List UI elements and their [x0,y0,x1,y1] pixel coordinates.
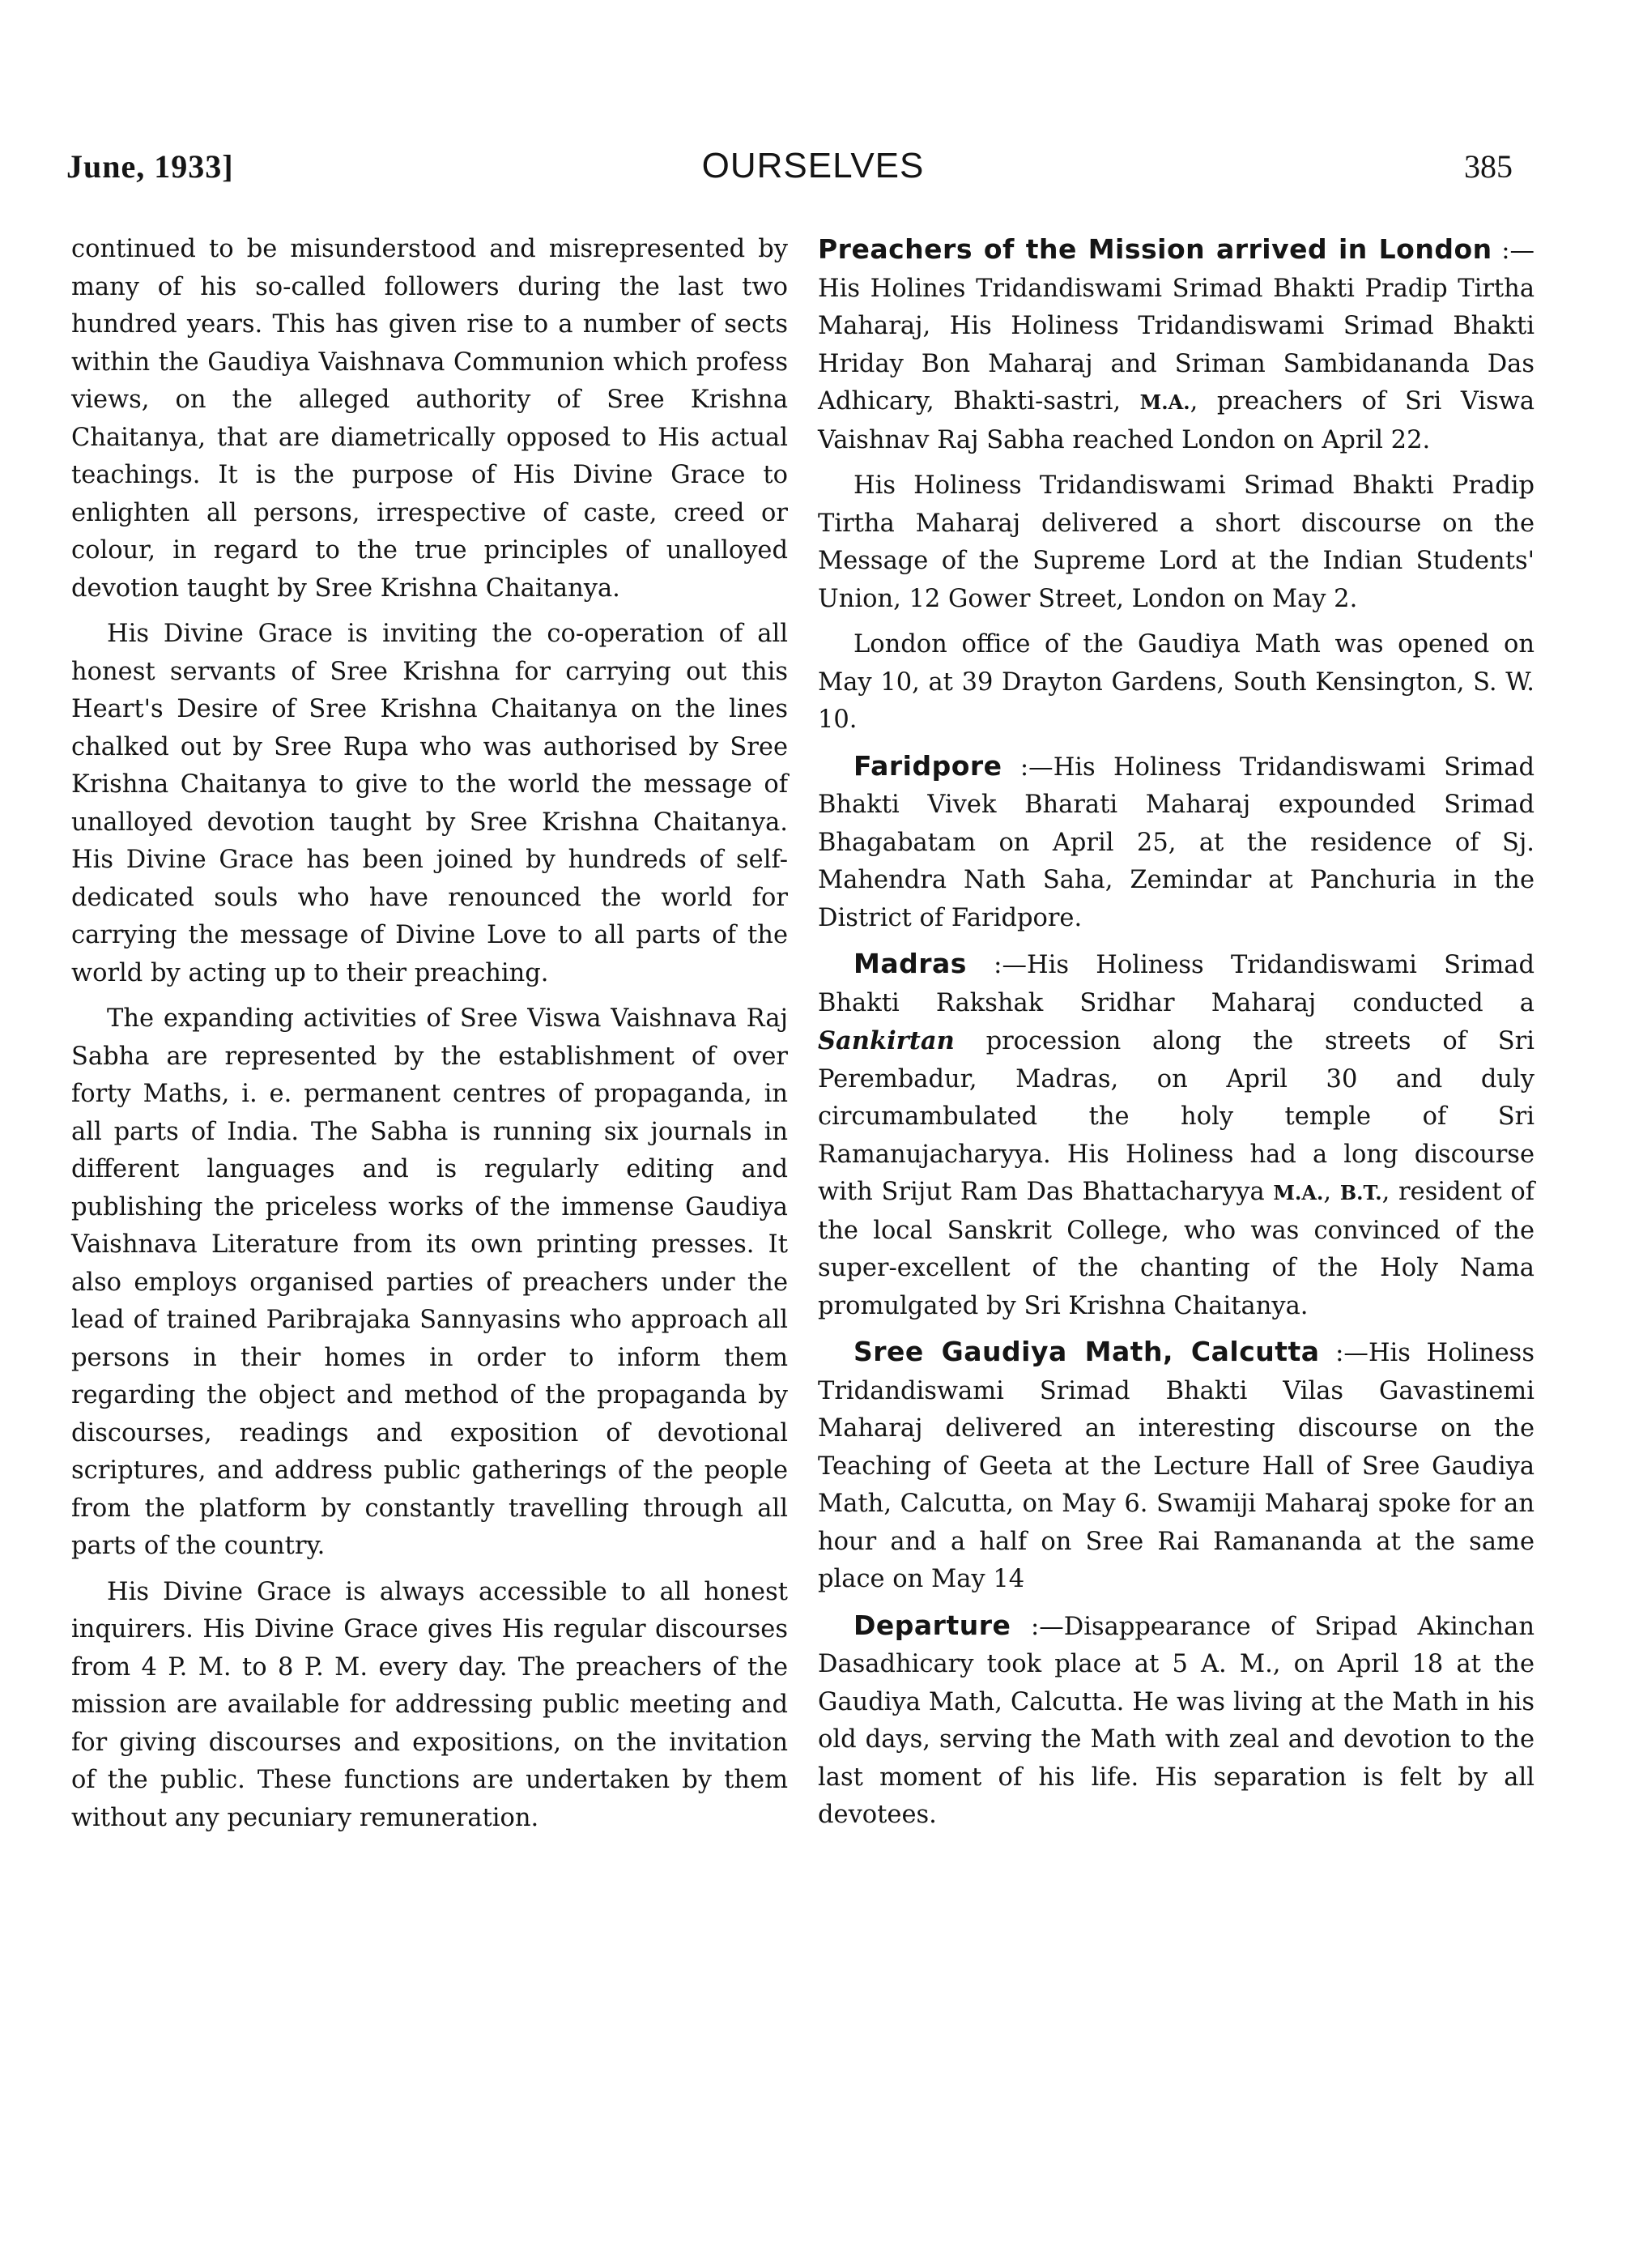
madras-text-a: His Holiness Tridandiswami Srimad Bhakti Rakshak Sridhar Maharaj conducted a [818,951,1534,1017]
paragraph-continued: continued to be misunderstood and misrepresented by many of his so-called followers during the last two hundred years. This has given rise to a number of sects within the Gaudiya Vaishnava Communion which profess views, on the alleged authority of Sree Krishna Chaitanya, that are diametrically opposed to His actual teachings. It is the purpose of His Divine Grace to enlighten all persons, irrespective of caste, creed or colour, in regard to the true principles of unalloyed devotion taught by Sree Krishna Chaitanya. [71,235,788,603]
news-heading-london: Preachers of the Mission arrived in London [818,233,1492,265]
running-title: OURSELVES [701,146,925,185]
right-column [818,231,1534,1843]
degree-ma: M.A. [1139,390,1190,414]
departure-text: Disappearance of Sripad Akinchan Dasadhicary took place at 5 A. M., on April 18 at the Gaudiya Math, Calcutta. He was living at the Math in his old days, serving the Math with zeal and devotion to the last moment of his life. His separation is felt by all devotees. [818,1612,1534,1829]
separator: :— [966,951,1027,979]
news-item-london-office: London office of the Gaudiya Math was opened on May 10, at 39 Drayton Gardens, South Kensington, S. W. 10. [818,630,1534,734]
news-heading-departure: Departure [853,1609,1011,1641]
paragraph-activities: The expanding activities of Sree Viswa Vaishnava Raj Sabha are represented by the establishment of over forty Maths, i. e. permanent centres of propaganda, in all parts of India. The Sabha is running six journals in different languages and is regularly editing and publishing the priceless works of the immense Gaudiya Vaishnava Literature from its own printing presses. It also employs organised parties of preachers under the lead of trained Paribrajaka Sannyasins who approach all persons in their homes in order to inform them regarding the object and method of the propaganda by discourses, readings and exposition of devotional scriptures, and address public gatherings of the people from the platform by constantly travelling through all parts of the country. [71,1004,788,1560]
london-text-a: His Holines Tridandiswami Srimad Bhakti Pradip Tirtha Maharaj, His Holiness Tridandiswami Srimad Bhakti Hriday Bon Maharaj and Sriman Sambidananda Das Adhicary, Bhakti-sastri, [818,274,1534,416]
news-item-london-discourse: His Holiness Tridandiswami Srimad Bhakti Pradip Tirtha Maharaj delivered a short discourse on the Message of the Supreme Lord at the Indian Students' Union, 12 Gower Street, London on May 2. [818,471,1534,613]
news-item-calcutta [818,1333,1534,1599]
news-item-london [818,231,1534,459]
paragraph-accessibility: His Divine Grace is always accessible to all honest inquirers. His Divine Grace gives His regular discourses from 4 P. M. to 8 P. M. every day. The preachers of the mission are available for addressing public meeting and for giving discourses and expositions, on the invitation of the public. These functions are undertaken by them without any pecuniary remuneration. [71,1577,788,1832]
london-text-b: , preachers of Sri Viswa Vaishnav Raj Sabha reached London on April 22. [818,387,1535,454]
news-item-departure [818,1607,1534,1835]
madras-text-b: procession along the streets of Sri Perembadur, Madras, on April 30 and duly circumambulated the holy temple of Sri Ramanujacharyya. His Holiness had a long discourse with Srijut Ram Das Bhattacharyya [818,1027,1534,1206]
issue-date: June, 1933] [66,148,234,185]
degree-ma: M.A. [1273,1181,1324,1204]
paragraph-cooperation: His Divine Grace is inviting the co-operation of all honest servants of Sree Krishna for carrying out this Heart's Desire of Sree Krishna Chaitanya on the lines chalked out by Sree Rupa who was authorised by Sree Krishna Chaitanya to give to the world the message of unalloyed devotion taught by Sree Krishna Chaitanya. His Divine Grace has been joined by hundreds of self-dedicated souls who have renounced the world for carrying the message of Divine Love to all parts of the world by acting up to their preaching. [71,620,788,987]
separator: :— [1492,237,1534,265]
separator: :— [1002,752,1053,782]
news-item-faridpore [818,748,1534,938]
sankirtan-term: Sankirtan [818,1026,955,1055]
separator: :— [1319,1339,1368,1367]
degree-bt: B.T. [1339,1181,1382,1204]
faridpore-text: His Holiness Tridandiswami Srimad Bhakti Vivek Bharati Maharaj expounded Srimad Bhagabatam on April 25, at the residence of Sj. Mahendra Nath Saha, Zemindar at Panchuria in the District of Faridpore. [818,752,1534,932]
comma: , [1323,1178,1340,1206]
news-heading-faridpore: Faridpore [853,749,1002,782]
left-column [71,231,788,1845]
madras-text-c: , resident of the local Sanskrit College, who was convinced of the super-excellent of the chanting of the Holy Nama promulgated by Sri Krishna Chaitanya. [818,1178,1535,1320]
news-item-madras [818,945,1534,1325]
separator: :— [1011,1612,1064,1641]
news-heading-madras: Madras [853,948,967,979]
news-heading-calcutta: Sree Gaudiya Math, Calcutta [853,1336,1320,1367]
page-number: 385 [1464,148,1513,185]
calcutta-text: His Holiness Tridandiswami Srimad Bhakti Vilas Gavastinemi Maharaj delivered an interesting discourse on the Teaching of Geeta at the Lecture Hall of Sree Gaudiya Math, Calcutta, on May 6. Swamiji Maharaj spoke for an hour and a half on Sree Rai Ramananda at the same place on May 14 [818,1339,1534,1593]
